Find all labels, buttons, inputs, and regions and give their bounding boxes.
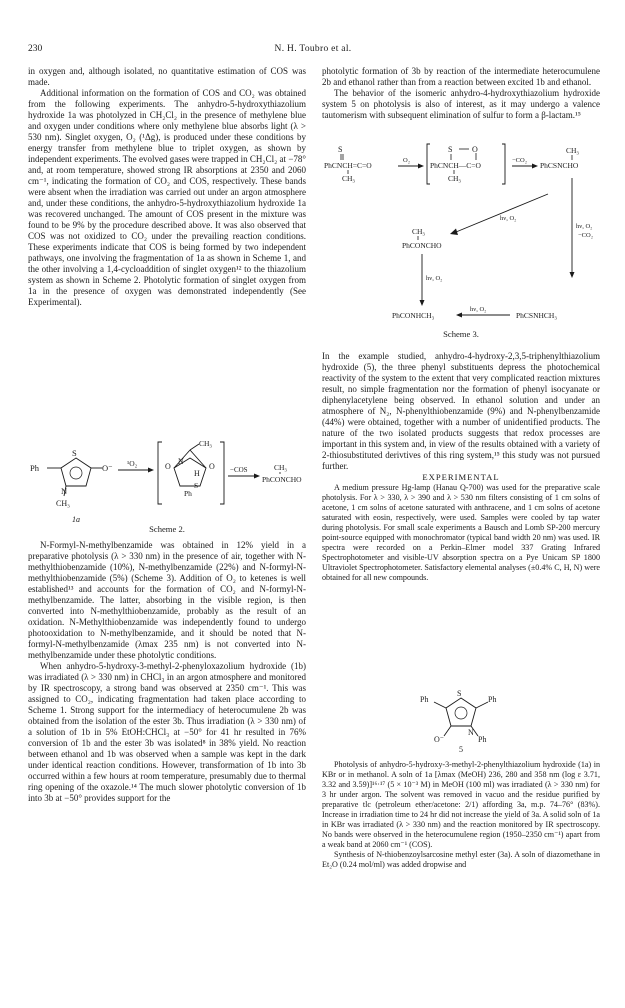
phenyl-label: Ph	[30, 463, 39, 473]
scheme-caption: Scheme 3.	[443, 329, 479, 339]
paragraph: A medium pressure Hg-lamp (Hanau Q-700) was used for the preparative scale photolysis. For λ > 330, λ > 390 and λ > 530 nm filters consisting of 1 cm solns of acetone, 1 cm solns of acetone saturated with anthracene, and 1 cm solns of acetone saturated with eosin, respectively, were used. Samples were cooled by tap water during photolysis. For small scale experiments a Bausch and Lomb SP-200 mercury point-source equipped with monochromator (typical band width 20 nm) was used. IR spectra were recorded on a Perkin–Elmer model 337 Grating Infrared Spectrophotometer and visible-UV absorption spectra on a Pye Unicam SP 1800 Ultraviolet Spectrophotometer. Satisfactory elemental analyses (±0.4% C, H, N) were obtained for all new compounds.	[322, 483, 600, 582]
running-head: N. H. Toubro et al.	[274, 44, 352, 54]
paragraph: Additional information on the formation of COS and CO₂ was obtained from the following experiments. The anhydro-5-hydroxythiazolium hydroxide 1a was photolyzed in CH₂Cl₂ in the presence of methylene blue and oxygen under conditions where only methylene blue absorbs light (λ > 530 nm). Singlet oxygen, O₂ (¹Δg), is produced under these conditions by energy transfer from methylene blue to triplet oxygen, as shown by independent experiments. The evolved gases were trapped in CH₂Cl₂ at −78° and, at room temperature, showed strong IR absorptions at 2350 and 2060 cm⁻¹, indicating the formation of CO₂ and COS, respectively. These bands were absent when the irradiation was carried out under an argon atmosphere and, under these conditions, the anhydro-5-hydroxythiazolium hydroxide 1a was recovered unchanged. The amount of COS present in the mixture was found to be 9% by the procedure described above. It was also observed that COS was not oxidized to CO₂ under the prevailing reaction conditions. These experiments indicate that COS is being formed by two independent pathways, one involving the fragmentation of 1a as shown in Scheme 1, and the other involving a 1,4-cycloaddition of singlet oxygen¹² to the thiazolium system as shown in Scheme 2. Photolytic formation of singlet oxygen from 1a in the presence of oxygen was demonstrated independently (See Experimental).	[28, 88, 306, 307]
methyl-label: CH₃	[56, 499, 70, 508]
nitrogen-label: N	[468, 728, 474, 737]
arrow-head	[450, 229, 458, 236]
right-column-bottom	[322, 351, 600, 583]
oxygen-label: O	[165, 462, 171, 471]
paragraph: in oxygen and, although isolated, no quantitative estimation of COS was made.	[28, 66, 306, 87]
paragraph: Synthesis of N-thiobenzoylsarcosine methyl ester (3a). A soln of diazomethane in Et₂O (0.24 mol/ml) was added dropwise and	[322, 850, 600, 869]
reaction-arrow	[456, 194, 548, 232]
paragraph: The behavior of the isomeric anhydro-4-hydroxythiazolium hydroxide system 5 on photolysis is also of interest, as it may undergo a valence tautomerism with subsequent elimination of sulfur to form a β-lactam.¹⁵	[322, 88, 600, 120]
thioamide-label: PhCSNHCH₃	[516, 311, 557, 320]
paragraph: N-Formyl-N-methylbenzamide was obtained in 12% yield in a preparative photolysis (λ > 330 nm) in the presence of air, together with N-methylthiobenzamide (10%), N-methylbenzamide (22%) and N-formyl-N-methylthiobenzamide (5%) (Scheme 3). Addition of O₂ to ketenes is well established¹³ and accounts for the formation of CO₂ and N-formyl-N-methylbenzamide. The latter, absorbing in the visible region, is then converted into N-methylthiobenzamide, probably as the result of an oxidation. N-Methylthiobenzamide was independently found to undergo photooxidation to N-methylbenzamide, and it should be noted that N-formyl-N-methylbenzamide (λmax 235 nm) is not converted into N-methylbenzamide under these photolytic conditions.	[28, 540, 306, 660]
arrow-head	[254, 474, 260, 479]
bracket-right	[220, 442, 224, 504]
minus-co2-label: −CO₂	[578, 232, 593, 239]
page-header	[28, 44, 598, 58]
bond	[444, 726, 451, 736]
hv-o2-label: hν, O₂	[470, 306, 487, 313]
structure-5	[322, 684, 600, 754]
methyl-label: CH₃	[274, 463, 288, 472]
formyl-label: PhCONCHO	[402, 241, 442, 250]
phenyl-label: Ph	[478, 735, 487, 744]
hv-o2-label: hν, O₂	[500, 215, 517, 222]
scheme-caption: Scheme 2.	[149, 524, 185, 534]
ring-plus	[455, 707, 467, 719]
arrow-head	[532, 164, 538, 169]
sulfur-label: S	[72, 448, 77, 458]
right-column-photolysis	[322, 760, 600, 870]
left-column-bottom	[28, 540, 306, 804]
arrow-head	[418, 164, 424, 169]
oxygen-label: O	[472, 145, 478, 154]
hv-o2-label: hν, O₂	[426, 275, 443, 282]
product-label: PhCONCHO	[262, 475, 302, 484]
sulfur-label: S	[338, 145, 343, 154]
minus-co2-label: −CO₂	[512, 157, 527, 164]
methyl-label: CH₃	[342, 174, 356, 183]
thiazolium-ring	[446, 698, 476, 726]
scheme-3	[322, 140, 600, 346]
sulfur-label: S	[457, 689, 462, 698]
methyl-label: CH₃	[566, 146, 580, 155]
bracket-right	[502, 144, 505, 184]
scheme-2-caption-wrap	[28, 524, 306, 535]
oxide-label: O⁻	[434, 735, 444, 744]
paragraph: Photolysis of anhydro-5-hydroxy-3-methyl-2-phenylthiazolium hydroxide (1a) in KBr or in methanol. A soln of 1a [λmax (MeOH) 236, 280 and 358 nm (log ε 3.71, 3.32 and 3.59)]¹⁶·¹⁷ (5 × 10⁻³ M) in MeOH (100 ml) was irradiated (λ > 330 nm) for 3 hr under argon. The solvent was removed in vacuo and the residue purified by preparative tlc (petroleum ether/acetone: 2/1) affording 3a, m.p. 74–76° (83%). Increase in irradiation time to 24 hr did not increase the yield of 3a. A solid soln of 1a in KBr was irradiated (λ > 330 nm) and the reaction monitored by IR spectroscopy. No bands were observed in the heterocumulene region (1950–2350 cm⁻¹) apart from a weak band at 2060 cm⁻¹ (COS).	[322, 760, 600, 849]
arrow-head	[570, 272, 575, 278]
ketene-label: PhCNCH=C=O	[324, 161, 372, 170]
phenyl-label: Ph	[488, 695, 497, 704]
left-column-top	[28, 66, 306, 308]
compound-label: 5	[459, 745, 463, 754]
nitrogen-label: N	[178, 457, 184, 466]
ring-plus	[70, 467, 82, 479]
paragraph: photolytic formation of 3b by reaction of the intermediate heterocumulene 2b and ethanol rather than from a reaction between excited 1b and ethanol.	[322, 66, 600, 87]
right-column-top	[322, 66, 600, 121]
bond	[476, 702, 488, 708]
arrow-head	[456, 313, 462, 318]
singlet-oxygen-label: ¹O₂	[127, 459, 138, 468]
arrow-head	[148, 468, 154, 473]
dioxetanone-label: PhCNCH—C=O	[430, 161, 481, 170]
paragraph: In the example studied, anhydro-4-hydroxy-2,3,5-triphenylthiazolium hydroxide (5), the three phenyl substituents depress the photochemical reactivity of the system to the extent that very complicated reaction mixtures result, no simple fragmentation nor the formation of phenyl isocyanate or diphenylacetylene being observed. In ethanol solution and under an atmosphere of N₂, N-phenylthiobenzamide (9%) and N-phenylbenzamide (44%) were obtained, together with a number of unidentified products. The nature of the two isolated products suggests that redox processes are important in this system and, in view of the results obtained with a variety of 2-thiosubstituted derivtives of this ring system,¹⁵ this study was not pursued further.	[322, 351, 600, 471]
minus-cos-label: −COS	[230, 466, 248, 474]
oxide-label: O⁻	[102, 463, 113, 473]
methyl-label: CH₃	[412, 227, 426, 236]
thiazolium-ring	[61, 458, 91, 486]
phenyl-label: Ph	[420, 695, 429, 704]
sulfur-label: S	[448, 145, 453, 154]
bracket-left	[158, 442, 162, 504]
oxygen-label: O	[209, 462, 215, 471]
amide-label: PhCONHCH₃	[392, 311, 435, 320]
oxygen-label: O₂	[403, 157, 410, 164]
paragraph: When anhydro-5-hydroxy-3-methyl-2-phenyloxazolium hydroxide (1b) was irradiated (λ > 330 nm) in CHCl₃ in an argon atmosphere and monitored by IR spectroscopy, a strong band was observed at 2350 cm⁻¹. This was assigned to CO₂, indicating fragmentation had taken place according to Scheme 1. Strong support for the intermediacy of heterocumulene 2b was obtained from the isolation of the ester 3b. Thus irradiation (λ > 330 nm) of a solution of 1b in 5% EtOH:CHCl₃ at −50° for 41 hr resulted in 76% conversion of 1b and the ester 3b was isolated⁸ in 38% yield. No reaction between ethanol and 1b was observed when a sample was kept in the dark under identical reaction conditions. However, transformation of 1b into 3b occurred within a few hours at room temperature, presumably due to thermal ring opening of the oxazole.¹⁴ The much slower photolytic conversion of 1b into 3b at −50° provides support for the	[28, 661, 306, 803]
nitrogen-label: N	[61, 486, 68, 496]
phenyl-label: Ph	[184, 489, 192, 498]
page-number: 230	[28, 44, 43, 54]
methyl-label: CH₃	[448, 174, 462, 183]
methyl-label: CH₃	[199, 439, 213, 448]
bond	[190, 444, 199, 450]
hv-o2-label: hν, O₂	[576, 223, 593, 230]
section-heading: EXPERIMENTAL	[422, 472, 500, 482]
sulfur-label: S	[194, 481, 199, 490]
scheme-2	[28, 436, 306, 534]
bond	[434, 702, 446, 708]
thioformyl-label: PhCSNCHO	[540, 161, 579, 170]
arrow-head	[420, 300, 425, 306]
compound-label: 1a	[72, 515, 80, 524]
hydrogen-label: H	[194, 469, 200, 478]
